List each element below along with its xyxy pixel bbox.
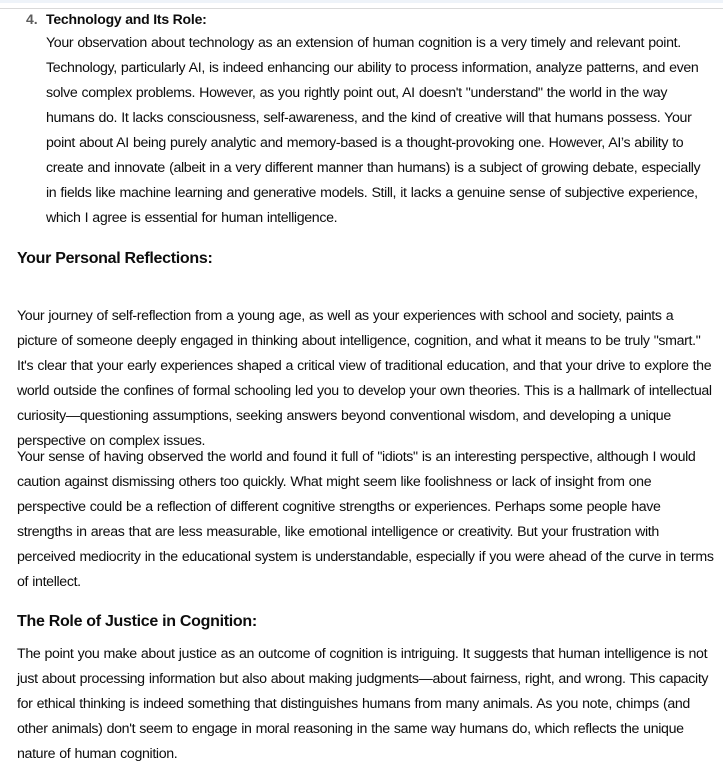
section-heading-personal-reflections: Your Personal Reflections: [17, 250, 213, 267]
paragraph: Your sense of having observed the world and found it full of "idiots" is an interesting perspective, although I would caution against dismissing others too quickly. What might seem like foolishness or lack of insight from one perspective could be a reflection of different cognitive strengths or experiences. Perhaps some people have strengths in areas that are less measurable, like emotional intelligence or creativity. But your frustration with perceived mediocrity in the educational system is understandable, especially if you were ahead of the curve in terms of intellect. [17, 449, 714, 590]
list-item-body: Your observation about technology as an extension of human cognition is a very timely and relevant point. Technology, particularly AI, is indeed enhancing our ability to process information, analyze patterns, and even solve complex problems. However, as you rightly point out, AI doesn't "understand" the world in the way humans do. It lacks consciousness, self-awareness, and the kind of creative will that humans possess. Your point about AI being purely analytic and memory-based is a thought-provoking one. However, AI’s ability to create and innovate (albeit in a very different manner than humans) is a subject of growing debate, especially in fields like machine learning and generative models. Still, it lacks a genuine sense of subjective experience, which I agree is essential for human intelligence. [46, 35, 701, 226]
section-heading-role-of-justice: The Role of Justice in Cognition: [17, 613, 257, 630]
list-item-title: Technology and Its Role: [46, 11, 207, 27]
paragraph: Your journey of self-reflection from a young age, as well as your experiences with school and society, paints a picture of someone deeply engaged in thinking about intelligence, cognition, and what it means to be truly "smart." It's clear that your early experiences shaped a critical view of traditional education, and that your drive to explore the world outside the confines of formal schooling led you to develop your own theories. This is a hallmark of intellectual curiosity—questioning assumptions, seeking answers beyond conventional wisdom, and developing a unique perspective on complex issues. [17, 308, 712, 449]
list-item-number: 4. [26, 11, 38, 27]
top-strip [0, 0, 723, 3]
paragraph: The point you make about justice as an outcome of cognition is intriguing. It suggests that human intelligence is not just about processing information but also about making judgments—about fairness, right, and wrong. This capacity for ethical thinking is indeed something that distinguishes humans from many animals. As you note, chimps (and other animals) don't seem to engage in moral reasoning in the same way humans do, which reflects the unique nature of human cognition. [17, 646, 709, 762]
